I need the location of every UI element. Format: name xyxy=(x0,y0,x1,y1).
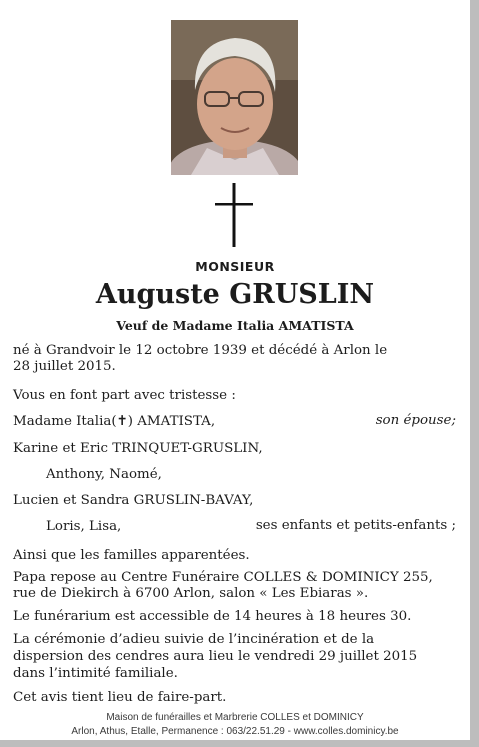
portrait-illustration xyxy=(171,20,298,175)
grandchildren-2: Loris, Lisa, xyxy=(46,519,122,534)
deceased-name: Auguste GRUSLIN xyxy=(95,279,375,310)
child-2: Lucien et Sandra GRUSLIN-BAVAY, xyxy=(13,493,254,508)
portrait-photo xyxy=(171,20,298,175)
intro-text: Vous en font part avec tristesse : xyxy=(13,388,236,403)
funeral-line-1: Papa repose au Centre Funéraire COLLES & DOMINICY 255, xyxy=(13,570,433,585)
birth-line-2: 28 juillet 2015. xyxy=(13,359,116,374)
cross-icon xyxy=(215,183,253,247)
grandchildren-1: Anthony, Naomé, xyxy=(46,467,162,482)
children-role: ses enfants et petits-enfants ; xyxy=(255,518,456,533)
visiting-hours: Le funérarium est accessible de 14 heures à 18 heures 30. xyxy=(13,609,412,624)
widow-subtitle: Veuf de Madame Italia AMATISTA xyxy=(116,318,354,333)
child-1: Karine et Eric TRINQUET-GRUSLIN, xyxy=(13,441,263,456)
ceremony-line-2: dispersion des cendres aura lieu le vendredi 29 juillet 2015 xyxy=(13,649,418,664)
ceremony-line-1: La cérémonie d’adieu suivie de l’incinération et de la xyxy=(13,632,375,647)
relatives-text: Ainsi que les familles apparentées. xyxy=(13,548,250,563)
closing-text: Cet avis tient lieu de faire-part. xyxy=(13,690,227,705)
birth-line-1: né à Grandvoir le 12 octobre 1939 et décédé à Arlon le xyxy=(13,343,388,358)
spouse-role: son épouse; xyxy=(375,413,456,428)
title-prefix: MONSIEUR xyxy=(195,259,275,274)
footer-company: Maison de funérailles et Marbrerie COLLES et DOMINICY xyxy=(106,712,364,723)
funeral-line-2: rue de Diekirch à 6700 Arlon, salon « Les Ebiaras ». xyxy=(13,586,369,601)
ceremony-line-3: dans l’intimité familiale. xyxy=(13,666,178,681)
footer-contact: Arlon, Athus, Etalle, Permanence : 063/22.51.29 - www.colles.dominicy.be xyxy=(71,726,399,737)
spouse-name: Madame Italia(✝) AMATISTA, xyxy=(13,414,216,429)
